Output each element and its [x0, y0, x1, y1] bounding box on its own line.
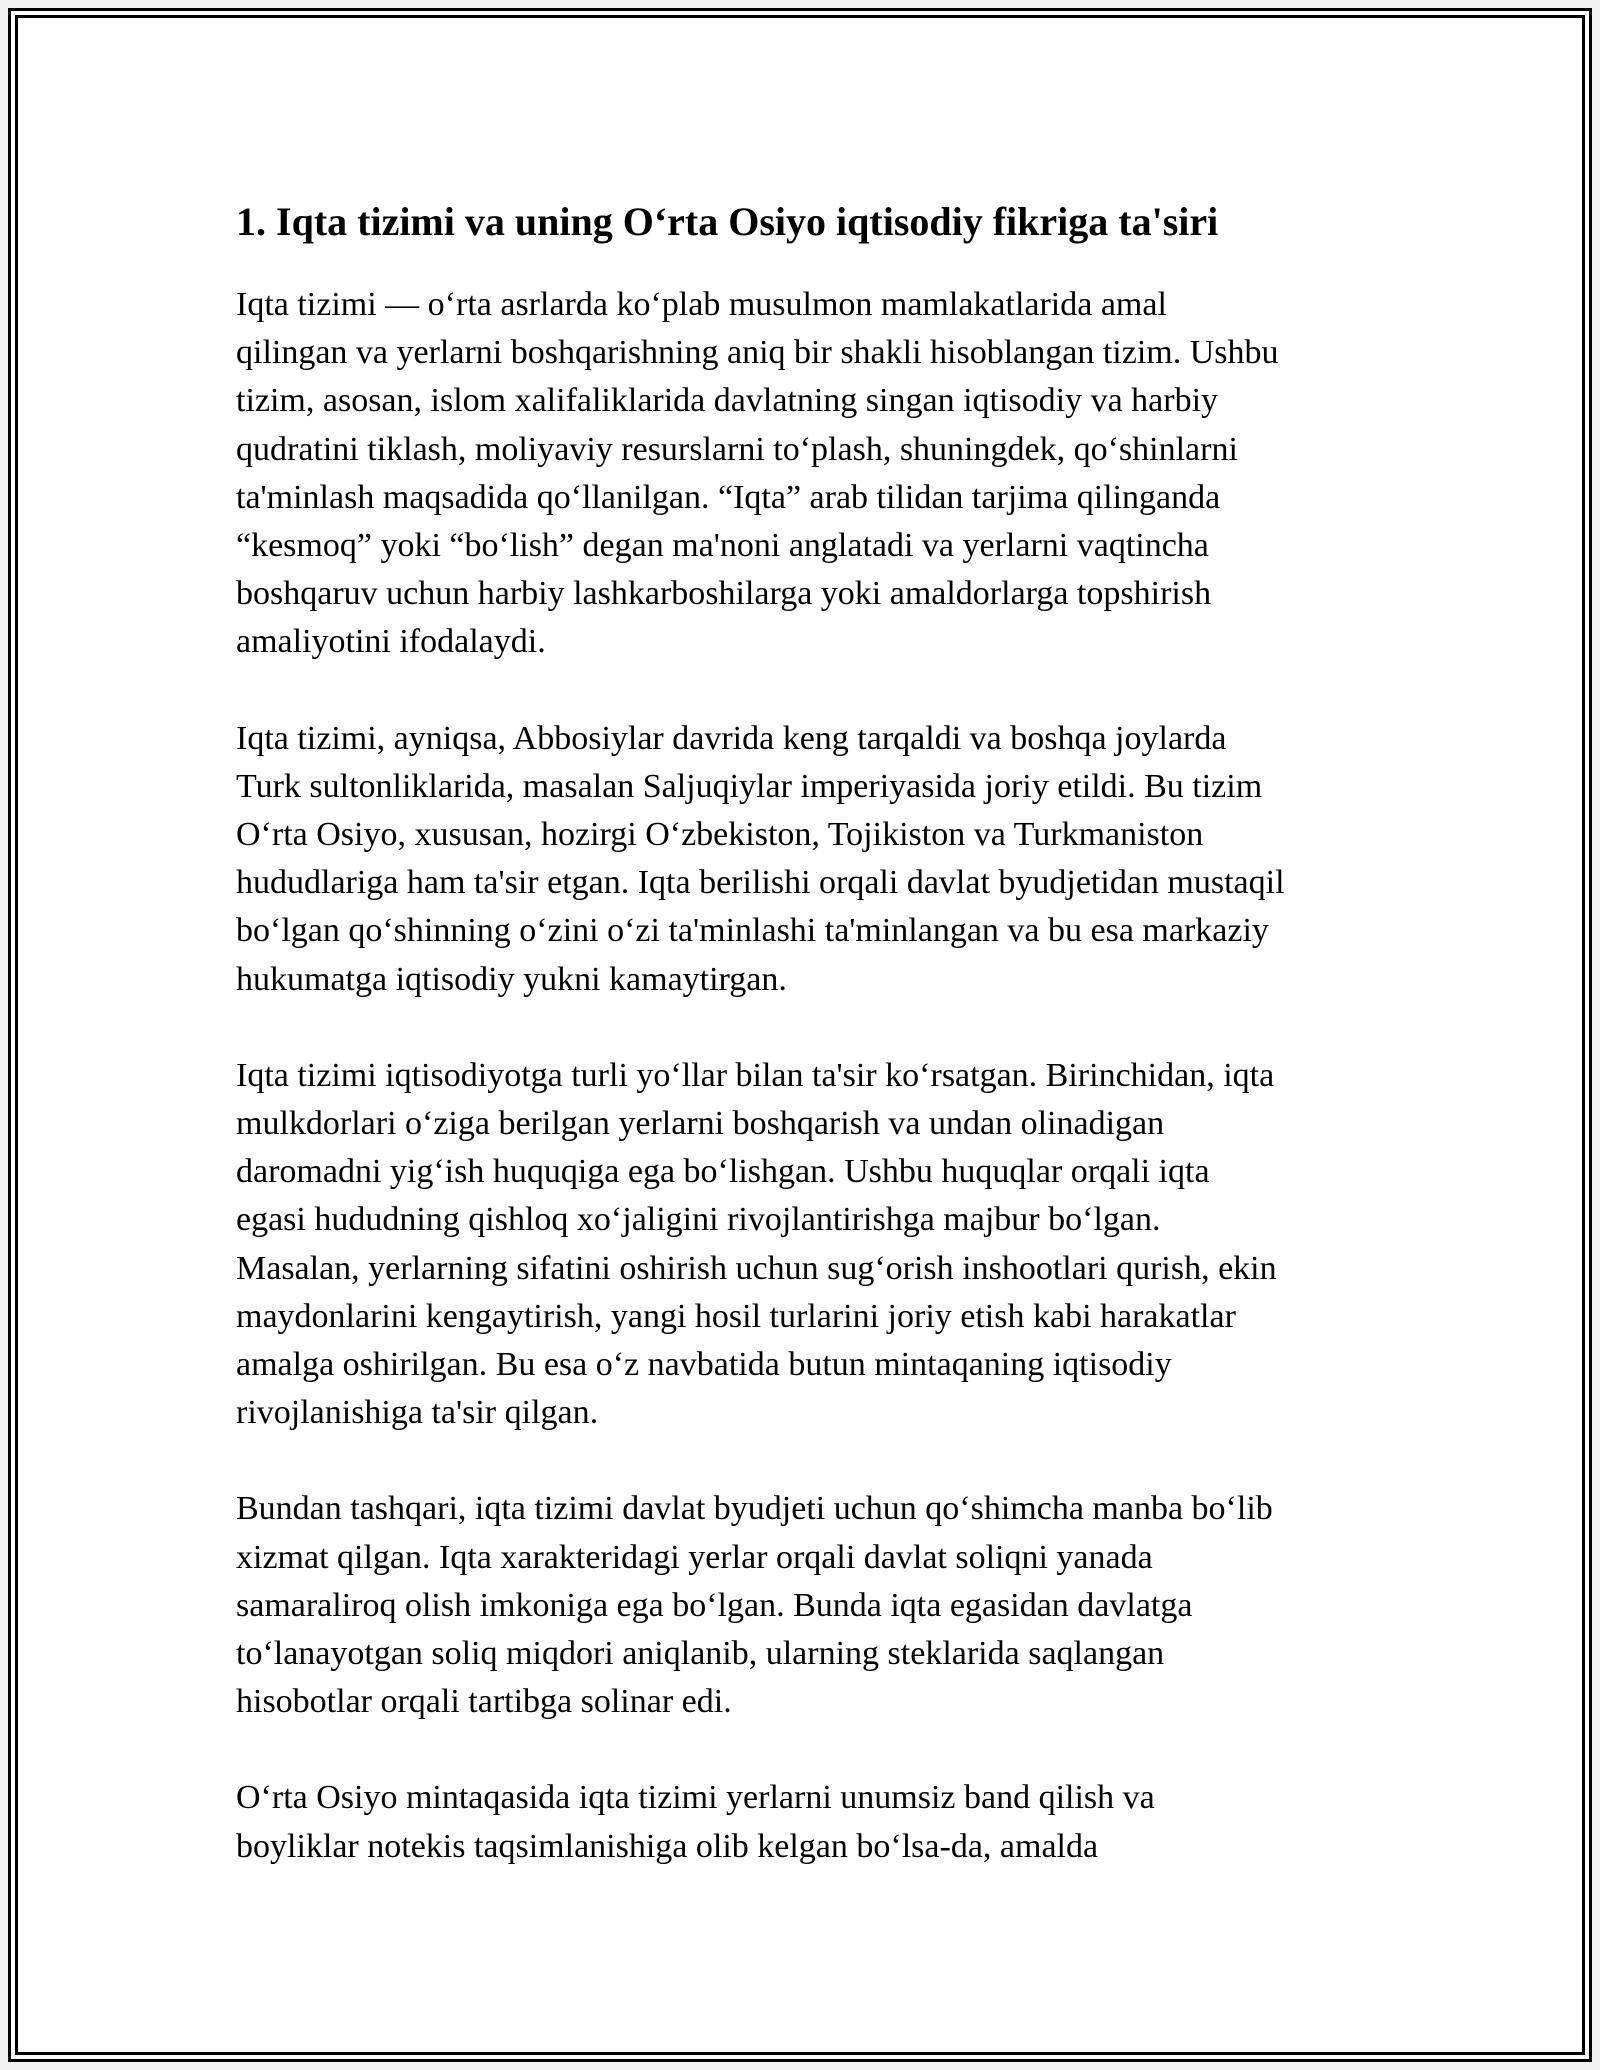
- text-line: daromadni yig‘ish huquqiga ega bo‘lishgan. Ushbu huquqlar orqali iqta: [236, 1153, 1210, 1191]
- document-page: [8, 8, 1592, 2062]
- text-line: Iqta tizimi — o‘rta asrlarda ko‘plab musulmon mamlakatlarida amal: [236, 286, 1167, 323]
- text-line: Masalan, yerlarning sifatini oshirish uchun sug‘orish inshootlari qurish, ekin: [236, 1249, 1277, 1287]
- text-line: hududlariga ham ta'sir etgan. Iqta berilishi orqali davlat byudjetidan mustaqil: [236, 864, 1285, 902]
- text-line: tizim, asosan, islom xalifaliklarida davlatning singan iqtisodiy va harbiy: [236, 382, 1219, 420]
- text-line: O‘rta Osiyo, xususan, hozirgi O‘zbekiston, Tojikiston va Turkmaniston: [236, 816, 1204, 854]
- text-line: Bundan tashqari, iqta tizimi davlat byudjeti uchun qo‘shimcha manba bo‘lib: [236, 1490, 1273, 1528]
- text-line: mulkdorlari o‘ziga berilgan yerlarni boshqarish va undan olinadigan: [236, 1105, 1165, 1143]
- text-line: xizmat qilgan. Iqta xarakteridagi yerlar orqali davlat soliqni yanada: [236, 1538, 1153, 1576]
- text-line: Iqta tizimi iqtisodiyotga turli yo‘llar bilan ta'sir ko‘rsatgan. Birinchidan, iqta: [236, 1056, 1275, 1094]
- paragraph-4: [236, 1485, 1381, 1726]
- text-line: to‘lanayotgan soliq miqdori aniqlanib, ularning steklarida saqlangan: [236, 1635, 1165, 1673]
- paragraph-3: [236, 1052, 1381, 1438]
- document-content: [236, 196, 1381, 1919]
- paragraph-1: [236, 281, 1381, 667]
- paragraph-2: [236, 715, 1381, 1004]
- text-line: “kesmoq” yoki “bo‘lish” degan ma'noni anglatadi va yerlarni vaqtincha: [236, 527, 1209, 565]
- text-line: hukumatga iqtisodiy yukni kamaytirgan.: [236, 960, 787, 998]
- text-line: qudratini tiklash, moliyaviy resurslarni to‘plash, shuningdek, qo‘shinlarni: [236, 430, 1238, 468]
- text-line: amalga oshirilgan. Bu esa o‘z navbatida butun mintaqaning iqtisodiy: [236, 1346, 1172, 1384]
- text-line: samaraliroq olish imkoniga ega bo‘lgan. Bunda iqta egasidan davlatga: [236, 1586, 1193, 1624]
- text-line: rivojlanishiga ta'sir qilgan.: [236, 1394, 599, 1432]
- paragraph-5: [236, 1774, 1381, 1870]
- text-line: hisobotlar orqali tartibga solinar edi.: [236, 1683, 732, 1721]
- text-line: amaliyotini ifodalaydi.: [236, 623, 546, 661]
- text-line: boshqaruv uchun harbiy lashkarboshilarga yoki amaldorlarga topshirish: [236, 575, 1212, 613]
- text-line: bo‘lgan qo‘shinning o‘zini o‘zi ta'minlashi ta'minlangan va bu esa markaziy: [236, 912, 1269, 950]
- text-line: ta'minlash maqsadida qo‘llanilgan. “Iqta” arab tilidan tarjima qilinganda: [236, 478, 1221, 516]
- text-line: maydonlarini kengaytirish, yangi hosil turlarini joriy etish kabi harakatlar: [236, 1297, 1236, 1335]
- text-line: egasi hududning qishloq xo‘jaligini rivojlantirishga majbur bo‘lgan.: [236, 1201, 1161, 1239]
- text-line: qilingan va yerlarni boshqarishning aniq bir shakli hisoblangan tizim. Ushbu: [236, 334, 1279, 372]
- text-line: boyliklar notekis taqsimlanishiga olib kelgan bo‘lsa-da, amalda: [236, 1827, 1099, 1865]
- document-title: 1. Iqta tizimi va uning O‘rta Osiyo iqtisodiy fikriga ta'siri: [236, 199, 1219, 244]
- text-line: Iqta tizimi, ayniqsa, Abbosiylar davrida keng tarqaldi va boshqa joylarda: [236, 719, 1227, 757]
- text-line: Turk sultonliklarida, masalan Saljuqiylar imperiyasida joriy etildi. Bu tizim: [236, 767, 1263, 805]
- text-line: O‘rta Osiyo mintaqasida iqta tizimi yerlarni unumsiz band qilish va: [236, 1779, 1155, 1817]
